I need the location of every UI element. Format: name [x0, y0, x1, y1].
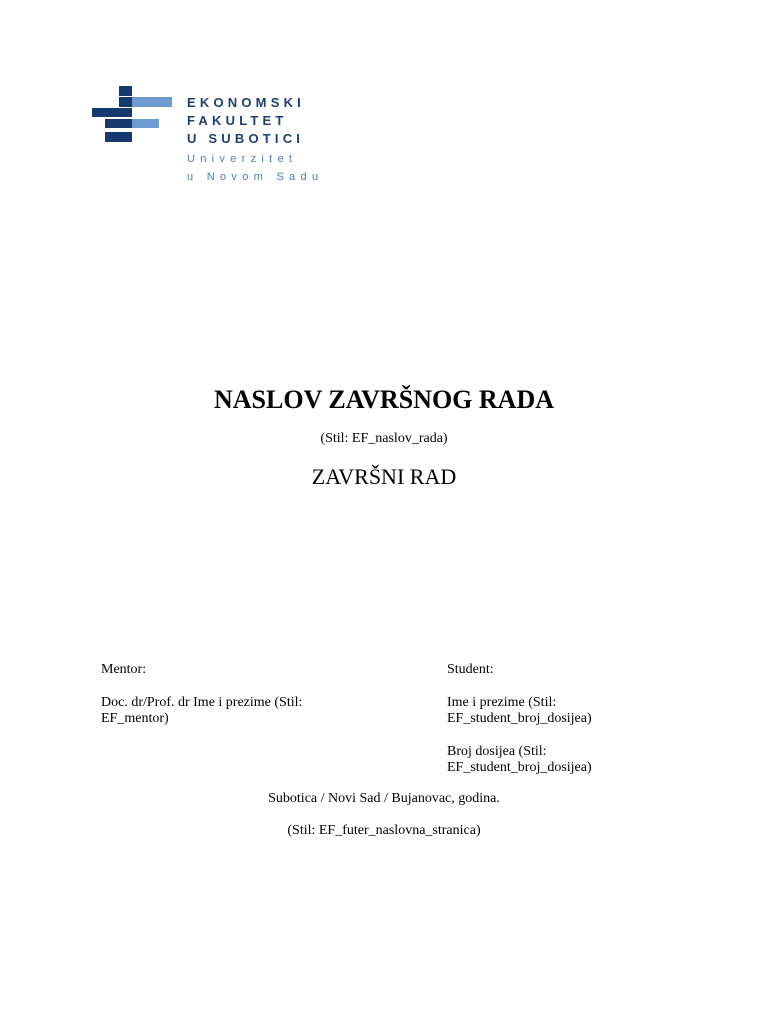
logo-mark-graphic: [92, 86, 172, 146]
student-name-line-1: Ime i prezime (Stil:: [447, 694, 557, 710]
footer-style-note: (Stil: EF_futer_naslovna_stranica): [287, 823, 481, 838]
logo-line-faculty-2: FAKULTET: [187, 113, 288, 128]
student-name: [447, 695, 697, 728]
mentor-name: [101, 695, 351, 728]
mentor-label: Mentor:: [101, 662, 147, 677]
student-name-line-2: EF_student_broj_dosijea): [447, 711, 592, 726]
thesis-title-style-note: (Stil: EF_naslov_rada): [320, 431, 448, 446]
faculty-logo: [92, 86, 348, 186]
logo-line-university-1: Univerzitet: [187, 153, 298, 165]
logo-line-faculty-1: EKONOMSKI: [187, 95, 305, 110]
mentor-name-line-2: EF_mentor): [101, 711, 169, 726]
logo-mark-icon: [92, 86, 172, 146]
footer-place-year: Subotica / Novi Sad / Bujanovac, godina.: [268, 791, 500, 806]
student-file-line-1: Broj dosijea (Stil:: [447, 743, 547, 759]
student-file-line-2: EF_student_broj_dosijea): [447, 760, 592, 775]
student-file-number: [447, 744, 697, 777]
thesis-type: ZAVRŠNI RAD: [311, 464, 457, 489]
logo-line-university-2: u Novom Sadu: [187, 171, 324, 183]
logo-line-faculty-3: U SUBOTICI: [187, 131, 305, 146]
thesis-title: NASLOV ZAVRŠNOG RADA: [214, 385, 554, 414]
student-label: Student:: [447, 662, 494, 677]
logo-wordmark: [187, 94, 323, 186]
mentor-section: [101, 662, 351, 744]
mentor-name-line-1: Doc. dr/Prof. dr Ime i prezime (Stil:: [101, 694, 303, 710]
student-section: [447, 662, 697, 793]
